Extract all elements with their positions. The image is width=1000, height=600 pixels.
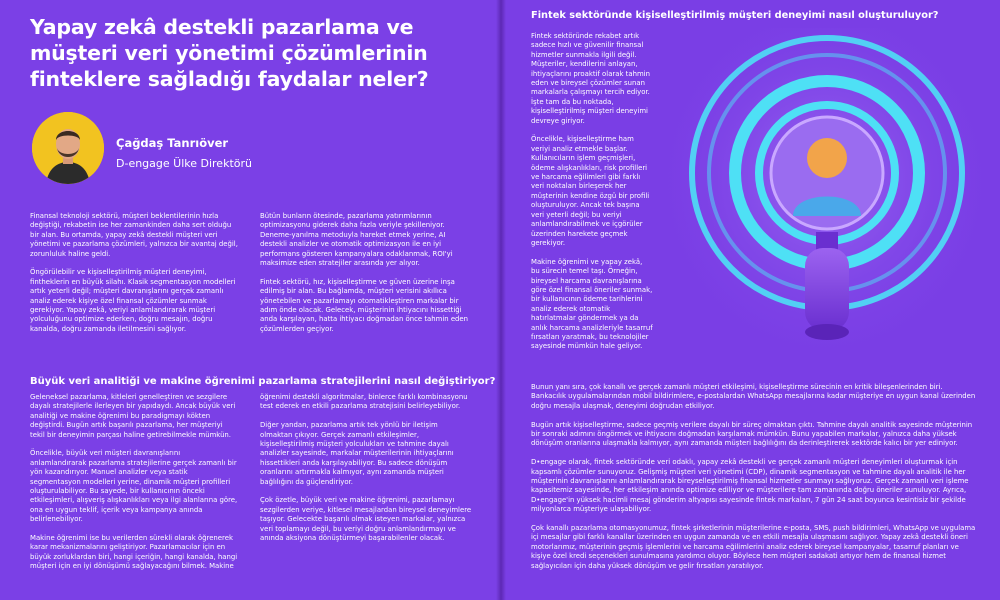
paragraph: öğrenimi destekli algoritmalar, binlerce farklı kombinasyonu test ederek en etkili pazarlama stratejisini belirleyebiliyor. <box>260 393 468 411</box>
paragraph: Geleneksel pazarlama, kitleleri genelleştiren ve sezgilere dayalı stratejilerle ilerleyen bir yapıdaydı. Ancak büyük veri analitiği ve makine öğrenimi bu paradigmayı kökten değiştirdi. Bugün artık başarılı pazarlama, her müşteriyi tekil bir deneyimin parçası haline getirebilmekle mümkün. <box>30 393 236 439</box>
paragraph: Diğer yandan, pazarlama artık tek yönlü bir iletişim olmaktan çıkıyor. Gerçek zamanlı etkileşimler, kişiselleştirilmiş müşteri yolculukları ve tahmine dayalı analizler sayesinde, markalar müşterilerinin ihtiyaçlarını hissettikleri anda karşılayabiliyor. Bu sadece dönüşüm oranlarını artırmakla kalmıyor, aynı zamanda müşteri bağlılığını da güçlendiriyor. <box>260 421 454 486</box>
paragraph: Makine öğrenimi ise bu verilerden sürekli olarak öğrenerek karar mekanizmalarını geliştiriyor. Pazarlamacılar için en büyük zorluklardan biri, hangi içeriğin, hangi kanalda, hangi müşteri için en iyi dönüşümü sağlayacağını bilmek. Makine <box>30 534 238 571</box>
paragraph: Finansal teknoloji sektörü, müşteri beklentilerinin hızla değiştiği, rekabetin ise her zamankinden daha sert olduğu bir alan. Bu ortamda, yapay zekâ destekli müşteri veri yönetimi ve pazarlama çözümleri, yalnızca bir avantaj değil, zorunluluk haline geldi. <box>30 212 238 258</box>
section-title-big-data: Büyük veri analitiği ve makine öğrenimi pazarlama stratejilerini nasıl değiştiriyor? <box>30 376 496 387</box>
author-portrait-icon <box>32 112 104 184</box>
left-column-4 <box>260 393 472 553</box>
paragraph: Fintek sektörü, hız, kişiselleştirme ve güven üzerine inşa edilmiş bir alan. Bu bağlamda, müşteri verisini akıllıca yönetebilen ve pazarlamayı otomatikleştiren markalar bir adım önde olacak. Gelecek, müşterinin ihtiyacını hissettiği anda karşılayan, hatta ihtiyacı doğmadan önce tahmin eden çözümlerden geçiyor. <box>260 277 469 333</box>
magnifier-illustration <box>665 28 985 368</box>
paragraph: Bütün bunların ötesinde, pazarlama yatırımlarının optimizasyonu giderek daha fazla veriyle şekilleniyor. Deneme-yanılma metoduyla hareket etmek yerine, AI destekli analizler ve otomatik optimizasyon ile en iyi performans gösteren kampanyalara odaklanmak, ROI'yi maksimize eden stratejiler arasında yer alıyor. <box>260 212 453 268</box>
paragraph: Fintek sektöründe rekabet artık sadece hızlı ve güvenilir finansal hizmetler sunmakla ilgili değil. Müşteriler, kendilerini anlayan, ihtiyaçlarını proaktif olarak tahmin eden ve bireysel çözümler sunan markalarla çalışmayı tercih ediyor. İşte tam da bu noktada, kişiselleştirilmiş müşteri deneyimi devreye giriyor. <box>531 32 650 125</box>
paragraph: Çok kanallı pazarlama otomasyonumuz, fintek şirketlerinin müşterilerine e-posta, SMS, push bildirimleri, WhatsApp ve uygulama içi mesajlar gibi farklı kanallar üzerinden en uygun zamanda ve en etkili mesajla ulaşmasını sağlıyor. Yapay zekâ destekli öneri motorlarımız, müşterinin geçmiş işlemlerini ve harcama eğilimlerini analiz ederek bireysel kampanyalar, tasarruf planları ve kişiye özel kredi seçenekleri sunulmasına yardımcı oluyor. Böylece hem müşteri sadakati artıyor hem de finansal hizmet sağlayıcıları için daha yüksek dönüşüm ve gelir fırsatları yaratılıyor. <box>531 524 976 570</box>
paragraph: Öncelikle, büyük veri müşteri davranışlarını anlamlandırarak pazarlama stratejilerine gerçek zamanlı bir yön kazandırıyor. Manuel analizler veya statik segmentasyon modelleri yerine, dinamik müşteri profilleri oluşturulabiliyor. Bu sayede, bir kullanıcının önceki etkileşimleri, alışveriş alışkanlıkları veya ilgi alanlarına göre, ona en uygun teklif, içerik veya kampanya anında belirlenebiliyor. <box>30 449 238 524</box>
author-block <box>32 112 332 192</box>
left-column-1 <box>30 212 238 344</box>
page-gutter <box>496 0 506 600</box>
author-role: D-engage Ülke Direktörü <box>116 157 252 170</box>
left-column-2 <box>260 212 472 344</box>
left-column-3 <box>30 393 238 581</box>
right-full-column <box>531 383 977 580</box>
right-column-1 <box>531 32 653 361</box>
paragraph: Bugün artık kişiselleştirme, sadece geçmiş verilere dayalı bir süreç olmaktan çıktı. Tahmine dayalı analitik sayesinde müşterinin bir sonraki adımını öngörmek ve ihtiyacını doğmadan karşılamak mümkün. Bunu yapabilen markalar, yalnızca daha yüksek dönüşüm oranlarına ulaşmakla kalmıyor, aynı zamanda müşteri bağlılığını da derinleştirerek sektörde kalıcı bir yer ediniyor. <box>531 420 973 448</box>
magnifier-user-icon <box>665 28 985 368</box>
paragraph: D•engage olarak, fintek sektöründe veri odaklı, yapay zekâ destekli ve gerçek zamanlı müşteri deneyimleri oluşturmak için kapsamlı çözümler sunuyoruz. Gelişmiş müşteri veri yönetimi (CDP), dinamik segmentasyon ve tahmine dayalı analitik ile her müşterinin davranışlarını anlamlandırarak bireyselleştirilmiş finansal hizmetler sunmayı sağlıyoruz. Gerçek zamanlı veri işleme kapasitemiz sayesinde, her etkileşim anında optimize ediliyor ve müşterilere tam zamanında doğru öneriler sunuluyor. Ayrıca, D•engage'in yüksek hacimli mesaj gönderim altyapısı sayesinde fintek markaları, 7 gün 24 saat boyunca kesintisiz bir şekilde milyonlarca müşteriye ulaşabiliyor. <box>531 458 969 514</box>
article-headline: Yapay zekâ destekli pazarlama ve müşteri veri yönetimi çözümlerinin finteklere sağladığı faydalar neler? <box>30 15 429 91</box>
paragraph: Öngörülebilir ve kişiselleştirilmiş müşteri deneyimi, fintheklerin en büyük silahı. Klasik segmentasyon modelleri artık yeterli değil; müşteri davranışlarını gerçek zamanlı analiz ederek kişiye özel finansal çözümler sunmak gerekiyor. Yapay zekâ, veriyi anlamlandırarak müşteri yolculuğunu optimize ederken, doğru mesajın, doğru kanalda, doğru zamanda iletilmesini sağlıyor. <box>30 268 236 333</box>
paragraph: Bunun yanı sıra, çok kanallı ve gerçek zamanlı müşteri etkileşimi, kişiselleştirme sürecinin en kritik bileşenlerinden biri. Bankacılık uygulamalarından mobil bildirimlere, e-postalardan WhatsApp mesajlarına kadar müşteriye en uygun kanal üzerinden doğru mesajla ulaşmak, deneyimi doğrudan etkiliyor. <box>531 383 976 410</box>
author-name: Çağdaş Tanrıöver <box>116 136 229 150</box>
author-avatar <box>32 112 104 184</box>
paragraph: Makine öğrenimi ve yapay zekâ, bu sürecin temel taşı. Örneğin, bireysel harcama davranışlarına göre özel finansal öneriler sunmak, bir kullanıcının ödeme tarihlerini analiz ederek otomatik hatırlatmalar göndermek ya da anlık harcama analizleriyle tasarruf fırsatları yaratmak, bu teknolojiler sayesinde mümkün hale geliyor. <box>531 257 653 351</box>
section-title-personalization: Fintek sektöründe kişiselleştirilmiş müşteri deneyimi nasıl oluşturuluyor? <box>531 10 939 21</box>
paragraph: Çok özetle, büyük veri ve makine öğrenimi, pazarlamayı sezgilerden veriye, kitlesel mesajlardan bireysel deneyimlere taşıyor. Gelecekte başarılı olmak isteyen markalar, yalnızca veri toplamayı değil, bu veriyi doğru anlamlandırmayı ve anında aksiyona dönüştürmeyi başarabilenler olacak. <box>260 496 472 543</box>
paragraph: Öncelikle, kişiselleştirme ham veriyi analiz etmekle başlar. Kullanıcıların işlem geçmişleri, ödeme alışkanlıkları, risk profilleri ve harcama eğilimleri gibi farklı veri noktaları birleşerek her müşterinin kendine özgü bir profili oluşturuluyor. Ancak tek başına veri yeterli değil; bu veriyi anlamlandırabilmek ve içgörüler üzerinden harekete geçmek gerekiyor. <box>531 135 650 247</box>
